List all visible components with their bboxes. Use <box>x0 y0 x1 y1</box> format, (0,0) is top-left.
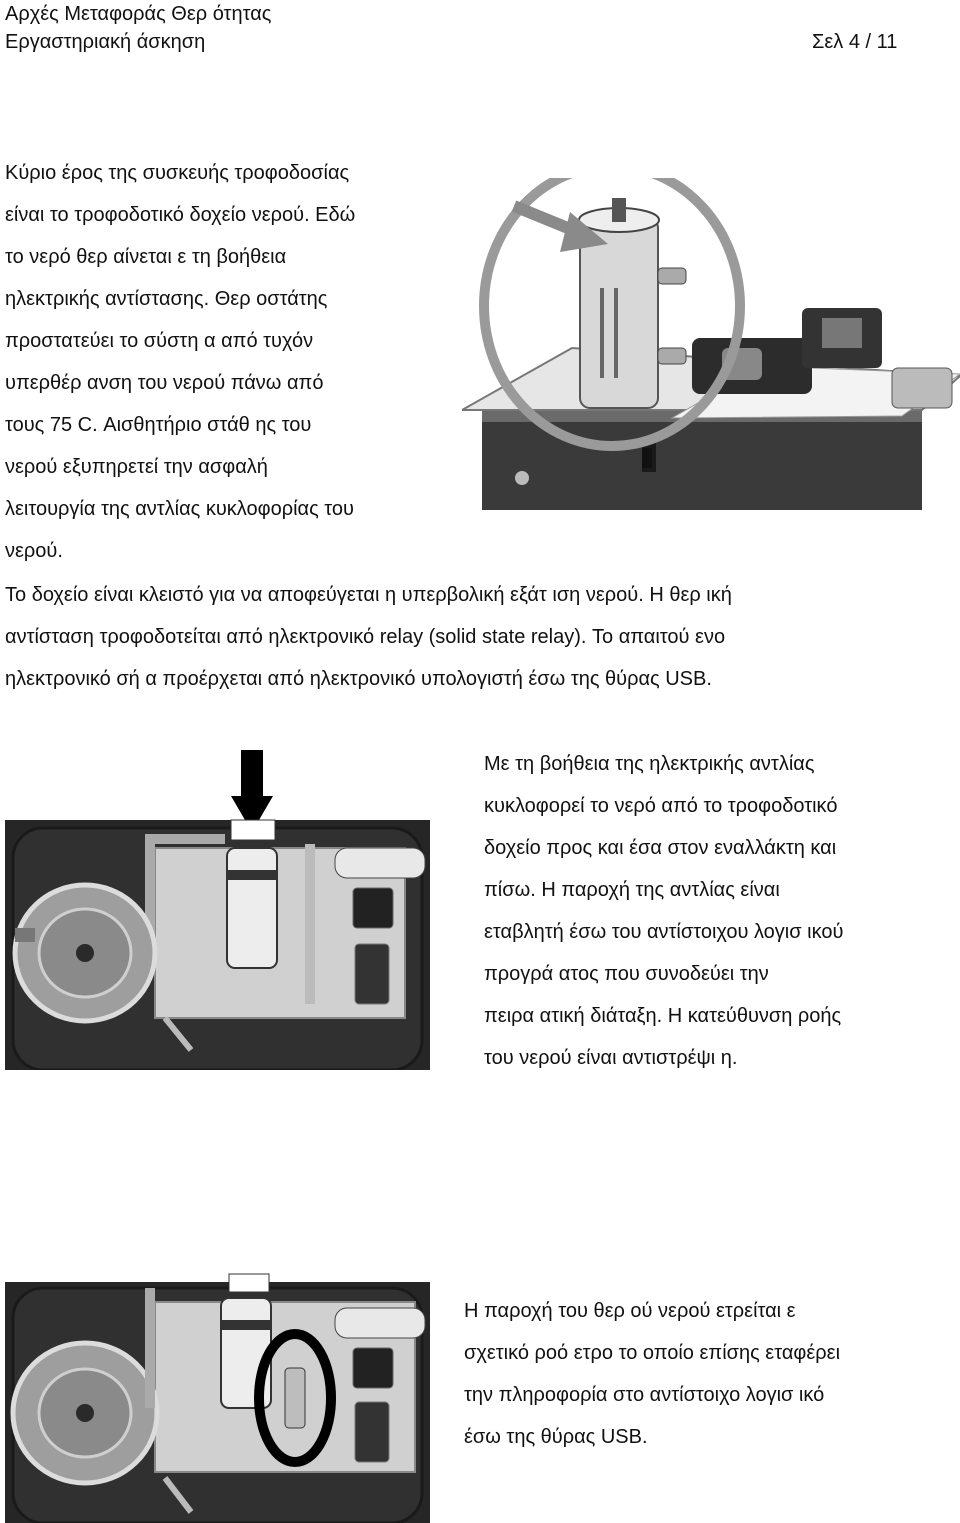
text-line: έσω της θύρας USB. <box>464 1426 648 1448</box>
text-line: υπερθέρ ανση του νερού πάνω από <box>5 372 324 394</box>
text-line: λειτουργία της αντλίας κυκλοφορίας του <box>5 498 354 520</box>
text-line: πίσω. Η παροχή της αντλίας είναι <box>484 879 780 901</box>
section1-full-text <box>5 574 955 700</box>
circulation-pump-photo <box>5 748 430 1070</box>
text-line: Το δοχείο είναι κλειστό για να αποφεύγεται η υπερβολική εξάτ ιση νερού. Η θερ ική <box>5 584 732 606</box>
text-line: πειρα ατική διάταξη. Η κατεύθυνση ροής <box>484 1005 842 1027</box>
text-line: του νερού είναι αντιστρέψι η. <box>484 1047 738 1069</box>
course-title: Αρχές Μεταφοράς Θερ ότητας <box>5 3 272 25</box>
text-line: την πληροφορία στο αντίστοιχο λογισ ικό <box>464 1384 825 1406</box>
text-line: Με τη βοήθεια της ηλεκτρικής αντλίας <box>484 753 815 775</box>
text-line: κυκλοφορεί το νερό από το τροφοδοτικό <box>484 795 838 817</box>
page-indicator: Σελ 4 / 11 <box>812 31 898 53</box>
text-line: είναι το τροφοδοτικό δοχείο νερού. Εδώ <box>5 204 356 226</box>
text-line: προγρά ατος που συνοδεύει την <box>484 963 769 985</box>
text-line: δοχείο προς και έσα στον εναλλάκτη και <box>484 837 837 859</box>
text-line: Κύριο έρος της συσκευής τροφοδοσίας <box>5 162 350 184</box>
text-line: Η παροχή του θερ ού νερού ετρείται ε <box>464 1300 796 1322</box>
document-subtitle: Εργαστηριακή άσκηση <box>5 31 206 53</box>
flow-meter-photo <box>5 1268 430 1523</box>
supply-tank-photo <box>462 178 960 510</box>
text-line: ηλεκτρονικό σή α προέρχεται από ηλεκτρονικό υπολογιστή έσω της θύρας USB. <box>5 668 712 690</box>
text-line: σχετικό ροό ετρο το οποίο επίσης εταφέρει <box>464 1342 841 1364</box>
section1-wrapped-text <box>5 152 445 572</box>
text-line: το νερό θερ αίνεται ε τη βοήθεια <box>5 246 287 268</box>
text-line: εταβλητή έσω του αντίστοιχου λογισ ικού <box>484 921 844 943</box>
text-line: νερού εξυπηρετεί την ασφαλή <box>5 456 268 478</box>
text-line: τους 75 C. Αισθητήριο στάθ ης του <box>5 414 312 436</box>
section3-text <box>464 1290 960 1458</box>
text-line: ηλεκτρικής αντίστασης. Θερ οστάτης <box>5 288 328 310</box>
text-line: νερού. <box>5 540 63 562</box>
section2-text <box>484 743 960 1079</box>
text-line: αντίσταση τροφοδοτείται από ηλεκτρονικό relay (solid state relay). Το απαιτού ενο <box>5 626 726 648</box>
text-line: προστατεύει το σύστη α από τυχόν <box>5 330 314 352</box>
